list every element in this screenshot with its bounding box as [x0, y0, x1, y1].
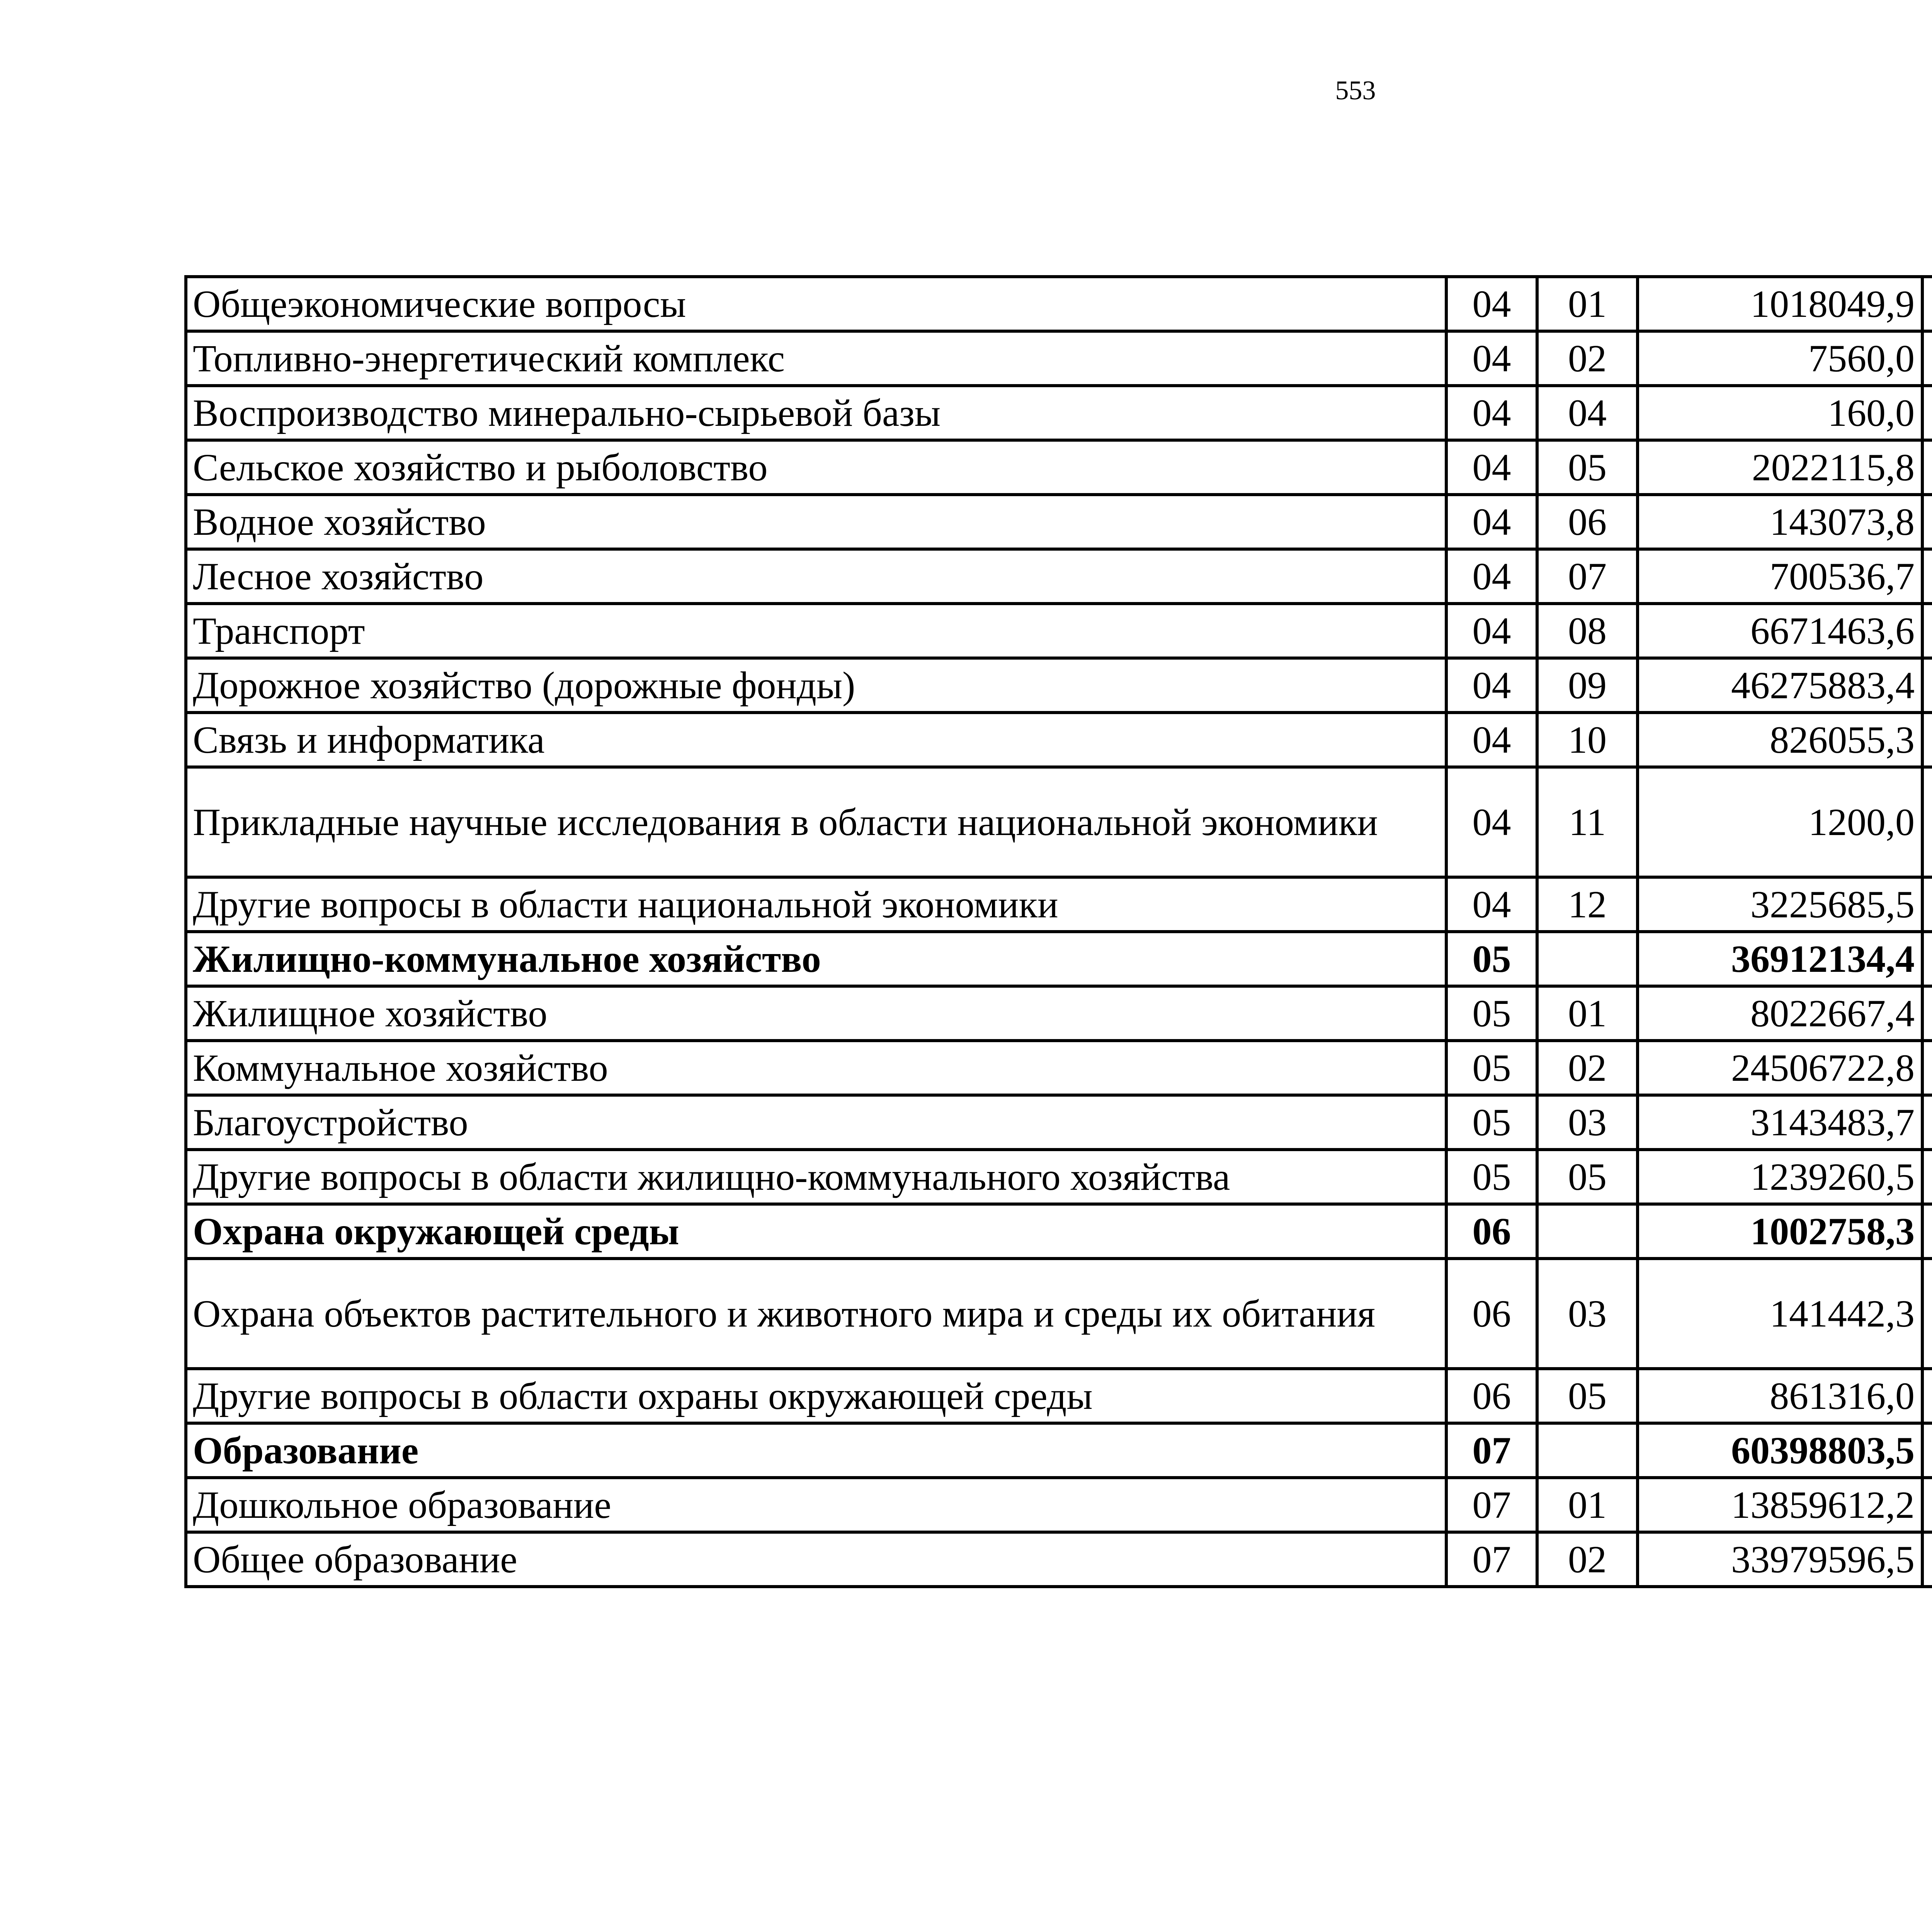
section-name-cell: Транспорт — [186, 604, 1446, 658]
table-row — [186, 1369, 1932, 1423]
amount-2-cell — [1922, 658, 1932, 713]
amount-2-cell — [1922, 767, 1932, 877]
section-name-cell: Общее образование — [186, 1532, 1446, 1587]
amount-2-cell — [1922, 1532, 1932, 1587]
amount-2-cell — [1922, 932, 1932, 986]
section-code-cell: 04 — [1446, 713, 1537, 767]
subsection-code-cell: 05 — [1537, 1369, 1638, 1423]
section-code-cell: 05 — [1446, 1150, 1537, 1204]
section-code-cell: 04 — [1446, 440, 1537, 495]
subsection-code-cell: 02 — [1537, 331, 1638, 386]
amount-1-cell: 700536,7 — [1638, 549, 1922, 604]
amount-1-cell: 36912134,4 — [1638, 932, 1922, 986]
table-row — [186, 1532, 1932, 1587]
section-code-cell: 07 — [1446, 1478, 1537, 1532]
table-row — [186, 1150, 1932, 1204]
section-code-cell: 05 — [1446, 1041, 1537, 1095]
amount-2-cell — [1922, 495, 1932, 549]
subsection-code-cell: 05 — [1537, 1150, 1638, 1204]
amount-2-cell — [1922, 440, 1932, 495]
section-code-cell: 05 — [1446, 1095, 1537, 1150]
table-row — [186, 1041, 1932, 1095]
amount-2-cell — [1922, 1259, 1932, 1369]
table-row — [186, 767, 1932, 877]
section-name-cell: Связь и информатика — [186, 713, 1446, 767]
amount-1-cell: 1018049,9 — [1638, 277, 1922, 331]
amount-1-cell: 6671463,6 — [1638, 604, 1922, 658]
subsection-code-cell: 12 — [1537, 877, 1638, 932]
table-row — [186, 604, 1932, 658]
subsection-code-cell: 04 — [1537, 386, 1638, 440]
table-row — [186, 658, 1932, 713]
section-name-cell: Дошкольное образование — [186, 1478, 1446, 1532]
amount-1-cell: 13859612,2 — [1638, 1478, 1922, 1532]
amount-2-cell — [1922, 1150, 1932, 1204]
section-name-cell: Сельское хозяйство и рыболовство — [186, 440, 1446, 495]
section-code-cell: 06 — [1446, 1369, 1537, 1423]
table-row — [186, 440, 1932, 495]
amount-1-cell: 1239260,5 — [1638, 1150, 1922, 1204]
section-code-cell: 04 — [1446, 495, 1537, 549]
subsection-code-cell: 02 — [1537, 1041, 1638, 1095]
section-code-cell: 07 — [1446, 1532, 1537, 1587]
section-code-cell: 04 — [1446, 604, 1537, 658]
section-name-cell: Жилищное хозяйство — [186, 986, 1446, 1041]
budget-table — [184, 275, 1932, 1588]
table-row — [186, 331, 1932, 386]
table-row — [186, 1204, 1932, 1259]
subsection-code-cell: 03 — [1537, 1095, 1638, 1150]
subsection-code-cell: 09 — [1537, 658, 1638, 713]
section-name-cell: Охрана окружающей среды — [186, 1204, 1446, 1259]
subsection-code-cell: 08 — [1537, 604, 1638, 658]
amount-2-cell — [1922, 1095, 1932, 1150]
section-name-cell: Водное хозяйство — [186, 495, 1446, 549]
section-name-cell: Другие вопросы в области охраны окружающей среды — [186, 1369, 1446, 1423]
section-code-cell: 04 — [1446, 386, 1537, 440]
amount-1-cell: 861316,0 — [1638, 1369, 1922, 1423]
subsection-code-cell: 01 — [1537, 986, 1638, 1041]
table-row — [186, 1423, 1932, 1478]
amount-1-cell: 1200,0 — [1638, 767, 1922, 877]
amount-1-cell: 24506722,8 — [1638, 1041, 1922, 1095]
subsection-code-cell — [1537, 932, 1638, 986]
page-number: 553 — [1335, 76, 1376, 105]
table-row — [186, 495, 1932, 549]
section-code-cell: 05 — [1446, 986, 1537, 1041]
section-name-cell: Коммунальное хозяйство — [186, 1041, 1446, 1095]
amount-2-cell — [1922, 549, 1932, 604]
section-name-cell: Общеэкономические вопросы — [186, 277, 1446, 331]
table-row — [186, 386, 1932, 440]
section-name-cell: Прикладные научные исследования в области национальной экономики — [186, 767, 1446, 877]
table-row — [186, 877, 1932, 932]
subsection-code-cell: 01 — [1537, 1478, 1638, 1532]
section-name-cell: Другие вопросы в области национальной экономики — [186, 877, 1446, 932]
table-row — [186, 277, 1932, 331]
section-name-cell: Воспроизводство минерально-сырьевой базы — [186, 386, 1446, 440]
section-code-cell: 04 — [1446, 277, 1537, 331]
section-name-cell: Лесное хозяйство — [186, 549, 1446, 604]
section-code-cell: 05 — [1446, 932, 1537, 986]
amount-1-cell: 60398803,5 — [1638, 1423, 1922, 1478]
amount-2-cell — [1922, 877, 1932, 932]
table-row — [186, 1259, 1932, 1369]
subsection-code-cell — [1537, 1204, 1638, 1259]
subsection-code-cell: 07 — [1537, 549, 1638, 604]
section-code-cell: 04 — [1446, 331, 1537, 386]
budget-table-body — [186, 277, 1932, 1587]
amount-2-cell — [1922, 986, 1932, 1041]
subsection-code-cell: 01 — [1537, 277, 1638, 331]
section-name-cell: Другие вопросы в области жилищно-коммунального хозяйства — [186, 1150, 1446, 1204]
section-code-cell: 07 — [1446, 1423, 1537, 1478]
amount-1-cell: 160,0 — [1638, 386, 1922, 440]
table-row — [186, 1095, 1932, 1150]
subsection-code-cell: 10 — [1537, 713, 1638, 767]
amount-2-cell — [1922, 1041, 1932, 1095]
section-name-cell: Благоустройство — [186, 1095, 1446, 1150]
section-name-cell: Дорожное хозяйство (дорожные фонды) — [186, 658, 1446, 713]
amount-1-cell: 2022115,8 — [1638, 440, 1922, 495]
amount-1-cell: 826055,3 — [1638, 713, 1922, 767]
table-row — [186, 986, 1932, 1041]
amount-1-cell: 33979596,5 — [1638, 1532, 1922, 1587]
table-row — [186, 549, 1932, 604]
amount-1-cell: 141442,3 — [1638, 1259, 1922, 1369]
amount-1-cell: 46275883,4 — [1638, 658, 1922, 713]
subsection-code-cell — [1537, 1423, 1638, 1478]
amount-1-cell: 3225685,5 — [1638, 877, 1922, 932]
section-name-cell: Охрана объектов растительного и животного мира и среды их обитания — [186, 1259, 1446, 1369]
section-code-cell: 04 — [1446, 767, 1537, 877]
table-row — [186, 932, 1932, 986]
table-row — [186, 713, 1932, 767]
amount-1-cell: 3143483,7 — [1638, 1095, 1922, 1150]
subsection-code-cell: 03 — [1537, 1259, 1638, 1369]
section-name-cell: Топливно-энергетический комплекс — [186, 331, 1446, 386]
subsection-code-cell: 05 — [1537, 440, 1638, 495]
subsection-code-cell: 02 — [1537, 1532, 1638, 1587]
section-code-cell: 04 — [1446, 658, 1537, 713]
section-code-cell: 04 — [1446, 549, 1537, 604]
amount-2-cell — [1922, 331, 1932, 386]
section-code-cell: 06 — [1446, 1259, 1537, 1369]
amount-2-cell — [1922, 1478, 1932, 1532]
section-name-cell: Образование — [186, 1423, 1446, 1478]
amount-2-cell — [1922, 386, 1932, 440]
amount-2-cell — [1922, 1369, 1932, 1423]
subsection-code-cell: 11 — [1537, 767, 1638, 877]
amount-1-cell: 1002758,3 — [1638, 1204, 1922, 1259]
amount-1-cell: 143073,8 — [1638, 495, 1922, 549]
amount-2-cell — [1922, 277, 1932, 331]
section-code-cell: 06 — [1446, 1204, 1537, 1259]
amount-1-cell: 7560,0 — [1638, 331, 1922, 386]
section-name-cell: Жилищно-коммунальное хозяйство — [186, 932, 1446, 986]
amount-2-cell — [1922, 604, 1932, 658]
subsection-code-cell: 06 — [1537, 495, 1638, 549]
table-row — [186, 1478, 1932, 1532]
amount-2-cell — [1922, 1204, 1932, 1259]
amount-2-cell — [1922, 713, 1932, 767]
amount-2-cell — [1922, 1423, 1932, 1478]
section-code-cell: 04 — [1446, 877, 1537, 932]
amount-1-cell: 8022667,4 — [1638, 986, 1922, 1041]
